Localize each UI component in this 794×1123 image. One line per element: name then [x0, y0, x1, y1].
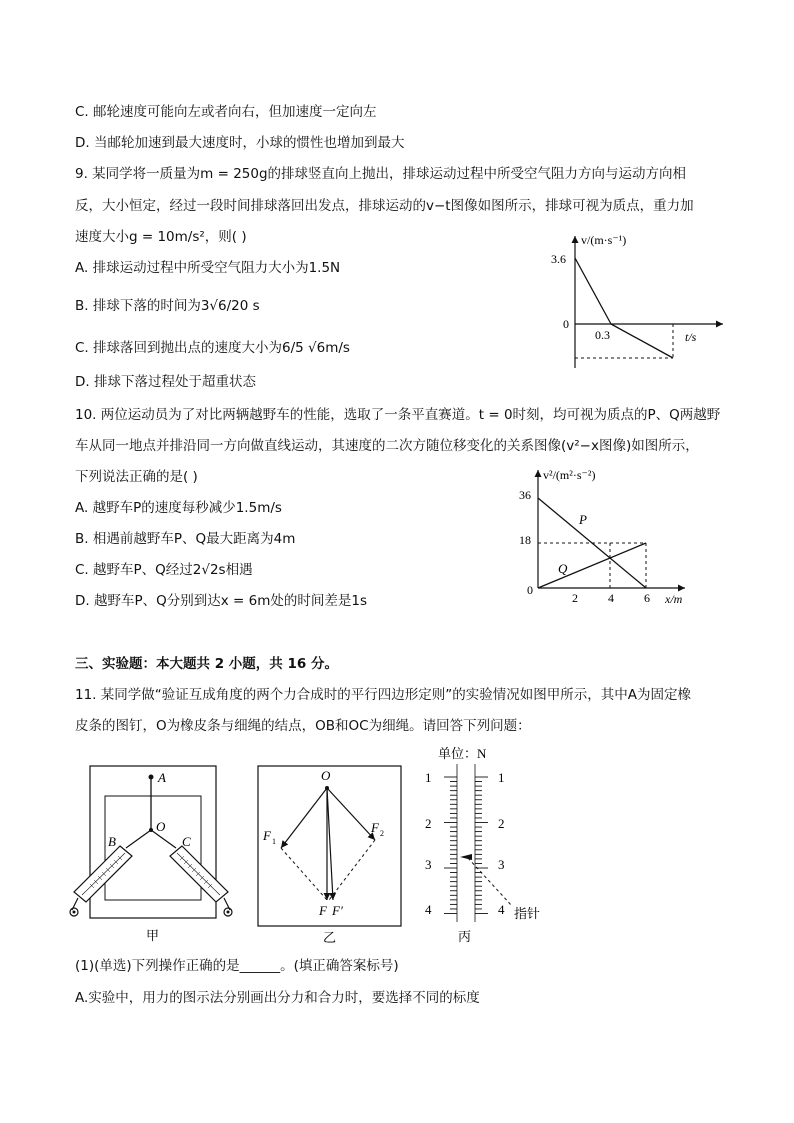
yi-label-f1-sub: 1 — [272, 837, 276, 846]
q9-origin-label: 0 — [563, 317, 569, 331]
q9-t-axis-label: t/s — [685, 330, 697, 344]
q10-label-q: Q — [558, 561, 568, 576]
q8-option-d: D. 当邮轮加速到最大速度时，小球的惯性也增加到最大 — [75, 135, 405, 151]
q9-y-tick-label: 3.6 — [551, 252, 566, 266]
yi-label-f: F — [319, 903, 327, 918]
q10-stem-line-2: 车从同一地点并排沿同一方向做直线运动，其速度的二次方随位移变化的关系图像(v²−x图像)如图所示， — [75, 438, 699, 454]
q9-option-c: C. 排球落回到抛出点的速度大小为6/5 √6m/s — [75, 340, 350, 356]
q10-stem-line-1: 10. 两位运动员为了对比两辆越野车的性能，选取了一条平直赛道。t = 0时刻，均可视为质点的P、Q两越野 — [75, 407, 721, 423]
yi-label-f2-sub: 2 — [380, 829, 384, 838]
bing-tick-right-2: 2 — [498, 816, 505, 831]
q10-stem-line-3: 下列说法正确的是( ) — [75, 469, 198, 485]
yi-label-f1: F — [263, 828, 271, 843]
q9-v-axis-label: v/(m·s⁻¹) — [581, 233, 627, 247]
q10-v2x-graph — [505, 462, 705, 612]
q9-stem-line-1: 9. 某同学将一质量为m = 250g的排球竖直向上抛出，排球运动过程中所受空气阻力方向与运动方向相 — [75, 166, 687, 182]
q9-vt-graph — [545, 228, 730, 373]
bing-unit-label: 单位：N — [438, 746, 487, 761]
q9-option-d: D. 排球下落过程处于超重状态 — [75, 374, 256, 390]
q10-option-b: B. 相遇前越野车P、Q最大距离为4m — [75, 531, 296, 547]
q11-figure-bing — [420, 742, 550, 947]
q10-label-p: P — [579, 512, 587, 527]
q9-vt-line — [575, 258, 611, 324]
bing-tick-right-1: 1 — [498, 770, 505, 785]
bing-tick-right-3: 3 — [498, 857, 505, 872]
q10-x-tick-2: 2 — [572, 591, 578, 605]
q9-stem-line-2: 反，大小恒定，经过一段时间排球落回出发点，排球运动的v−t图像如图所示，排球可视为质点，重力加 — [75, 198, 694, 214]
bing-scale-ticks — [444, 777, 488, 914]
yi-label-o: O — [321, 768, 331, 783]
bing-tick-left-1: 1 — [425, 770, 432, 785]
q8-option-c: C. 邮轮速度可能向左或者向右，但加速度一定向左 — [75, 104, 377, 120]
q10-x-axis-label: x/m — [665, 592, 683, 606]
q10-y-tick-18: 18 — [519, 533, 531, 547]
jia-string-ob — [126, 830, 151, 848]
q10-option-d: D. 越野车P、Q分别到达x = 6m处的时间差是1s — [75, 593, 367, 609]
bing-pointer-label: 指针 — [514, 906, 541, 921]
yi-label-f-prime: F′ — [332, 903, 343, 918]
bing-tick-left-2: 2 — [425, 816, 432, 831]
bing-tick-left-3: 3 — [425, 857, 432, 872]
yi-vector-f-prime — [327, 788, 333, 900]
q11-figure-jia — [68, 762, 238, 947]
q11-sub1: (1)(单选)下列操作正确的是______。(填正确答案标号) — [75, 958, 399, 974]
bing-pointer — [460, 854, 472, 860]
jia-label-o: O — [156, 819, 166, 834]
q10-y-axis-label: v²/(m²·s⁻²) — [543, 468, 596, 482]
yi-vector-f1 — [281, 788, 327, 848]
q10-option-a: A. 越野车P的速度每秒减少1.5m/s — [75, 500, 282, 516]
bing-tick-right-4: 4 — [498, 902, 505, 917]
yi-vector-f2 — [327, 788, 375, 840]
jia-label-c: C — [182, 834, 191, 849]
yi-label-f2: F — [371, 820, 379, 835]
q10-y-tick-36: 36 — [519, 488, 531, 502]
yi-caption: 乙 — [323, 930, 337, 945]
q11-stem-line-1: 11. 某同学做“验证互成角度的两个力合成时的平行四边形定则”的实验情况如图甲所示，其中A为固定橡 — [75, 687, 691, 703]
section-3-heading: 三、实验题：本大题共 2 小题，共 16 分。 — [75, 656, 338, 672]
q11-figure-yi — [255, 762, 405, 947]
yi-dashed-left — [281, 848, 327, 900]
q10-option-c: C. 越野车P、Q经过2√2s相遇 — [75, 562, 253, 578]
q11-sub1-option-a: A.实验中，用力的图示法分别画出分力和合力时，要选择不同的标度 — [75, 990, 480, 1006]
q11-stem-line-2: 皮条的图钉，O为橡皮条与细绳的结点，OB和OC为细绳。请回答下列问题： — [75, 718, 531, 734]
bing-caption: 丙 — [458, 929, 472, 944]
q10-series-q — [538, 543, 646, 588]
q9-stem-line-3: 速度大小g = 10m/s²，则( ) — [75, 229, 247, 245]
bing-tick-left-4: 4 — [425, 902, 432, 917]
jia-label-a: A — [158, 770, 166, 785]
jia-label-b: B — [108, 834, 116, 849]
q9-x-tick-label: 0.3 — [595, 328, 610, 342]
q9-option-a: A. 排球运动过程中所受空气阻力大小为1.5N — [75, 260, 341, 276]
q10-x-tick-4: 4 — [608, 591, 614, 605]
q10-origin-label: 0 — [527, 583, 533, 597]
q10-x-tick-6: 6 — [644, 591, 650, 605]
yi-dashed-right — [329, 840, 375, 900]
q9-vt-line-fall — [611, 324, 673, 358]
jia-caption: 甲 — [146, 928, 160, 943]
jia-spring-scale-left — [70, 846, 132, 916]
q9-option-b: B. 排球下落的时间为3√6/20 s — [75, 298, 260, 314]
